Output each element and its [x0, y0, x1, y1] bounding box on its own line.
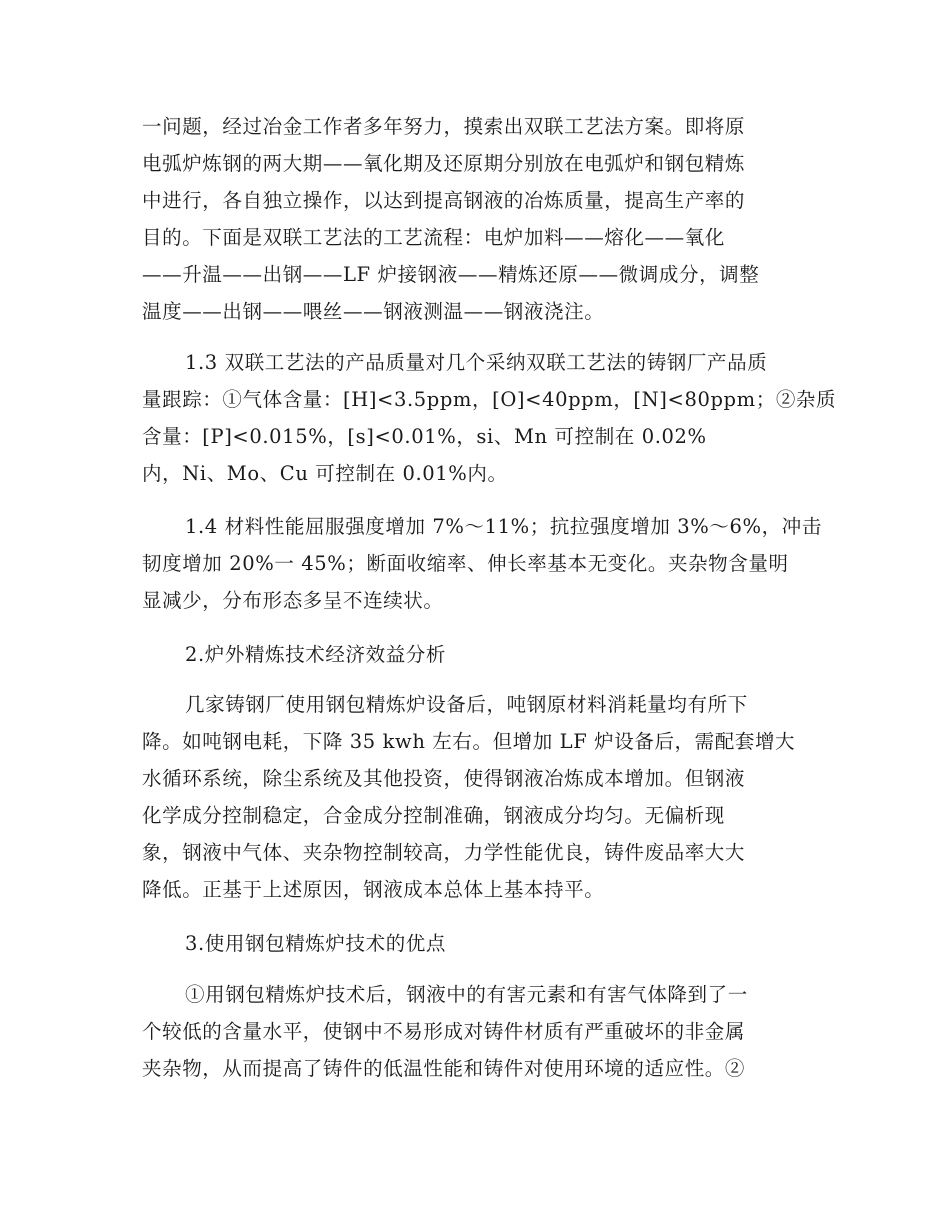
- paragraph-line: 几家铸钢厂使用钢包精炼炉设备后，吨钢原材料消耗量均有所下: [185, 693, 748, 716]
- paragraph-line: 水循环系统，除尘系统及其他投资，使得钢液冶炼成本增加。但钢液: [142, 767, 746, 790]
- paragraph-line: 个较低的含量水平，使钢中不易形成对铸件材质有严重破坏的非金属: [142, 1020, 746, 1043]
- paragraph-line: 目的。下面是双联工艺法的工艺流程：电炉加料——熔化——氧化: [142, 226, 725, 249]
- paragraph-line: 象，钢液中气体、夹杂物控制较高，力学性能优良，铸件废品率大大: [142, 841, 746, 864]
- paragraph-line: 韧度增加 20%一 45%；断面收缩率、伸长率基本无变化。夹杂物含量明: [142, 552, 789, 575]
- paragraph-line: 化学成分控制稳定，合金成分控制准确，钢液成分均匀。无偏析现: [142, 804, 725, 827]
- paragraph-line: 1.3 双联工艺法的产品质量对几个采纳双联工艺法的铸钢厂产品质: [185, 351, 768, 374]
- paragraph-line: 1.4 材料性能屈服强度增加 7%～11%；抗拉强度增加 3%～6%，冲击: [185, 515, 822, 538]
- paragraph-line: 中进行，各自独立操作，以达到提高钢液的冶炼质量，提高生产率的: [142, 189, 746, 212]
- paragraph-line: 温度——出钢——喂丝——钢液测温——钢液浇注。: [142, 300, 605, 323]
- paragraph-line: 含量：[P]<0.015%，[s]<0.01%，si、Mn 可控制在 0.02%: [142, 425, 707, 448]
- paragraph-line: ——升温——出钢——LF 炉接钢液——精炼还原——微调成分，调整: [142, 263, 760, 286]
- paragraph-line: 内，Ni、Mo、Cu 可控制在 0.01%内。: [142, 462, 508, 485]
- paragraph-line: 夹杂物，从而提高了铸件的低温性能和铸件对使用环境的适应性。②: [142, 1057, 746, 1080]
- paragraph-line: 降低。正基于上述原因，钢液成本总体上基本持平。: [142, 878, 605, 901]
- section-heading: 3.使用钢包精炼炉技术的优点: [185, 932, 447, 955]
- paragraph-line: ①用钢包精炼炉技术后，钢液中的有害元素和有害气体降到了一: [185, 983, 748, 1006]
- paragraph-line: 一问题，经过冶金工作者多年努力，摸索出双联工艺法方案。即将原: [142, 115, 746, 138]
- paragraph-line: 量跟踪：①气体含量：[H]<3.5ppm，[O]<40ppm，[N]<80ppm；②杂质: [142, 388, 837, 411]
- paragraph-line: 电弧炉炼钢的两大期——氧化期及还原期分别放在电弧炉和钢包精炼: [142, 152, 746, 175]
- paragraph-line: 降。如吨钢电耗，下降 35 kwh 左右。但增加 LF 炉设备后，需配套增大: [142, 730, 796, 753]
- paragraph-line: 显减少，分布形态多呈不连续状。: [142, 589, 444, 612]
- section-heading: 2.炉外精炼技术经济效益分析: [185, 643, 447, 666]
